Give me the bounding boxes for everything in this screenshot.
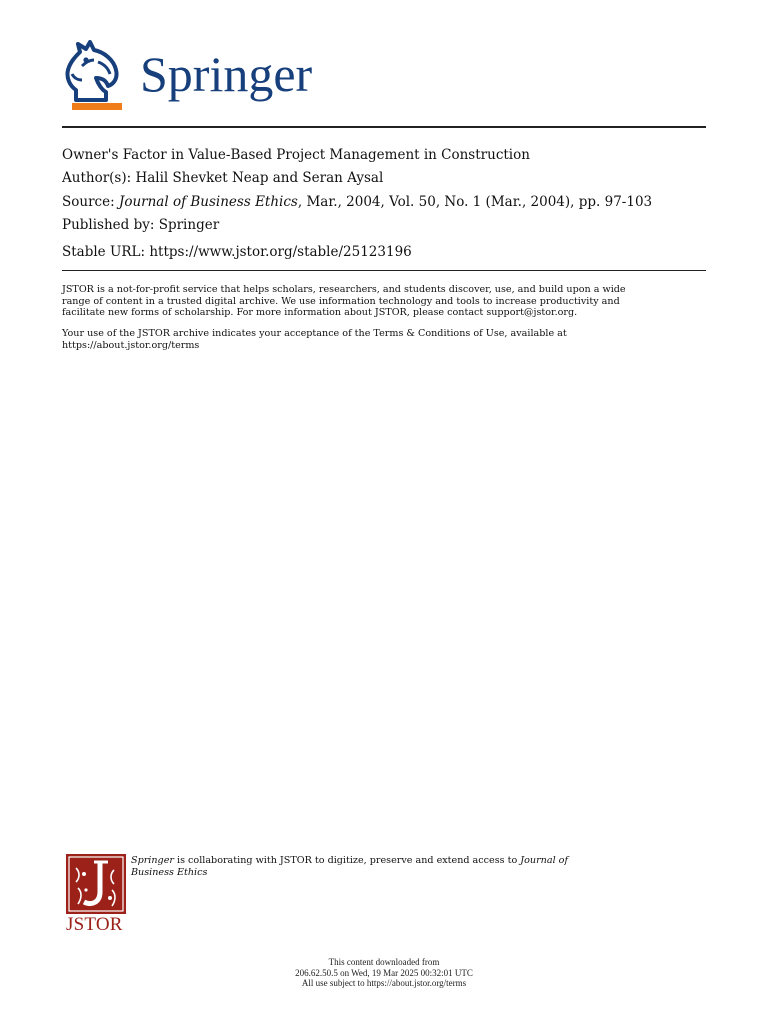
footer-line: This content downloaded from [328,957,440,967]
article-metadata [62,144,706,264]
springer-wordmark: Springer [140,46,313,102]
published-value: Springer [158,216,220,233]
metadata-divider [62,270,706,271]
authors-label: Author(s): [62,170,132,187]
stable-url-line [62,241,706,264]
download-footer [0,957,768,989]
logo-accent-bar [72,103,122,110]
terms-link[interactable]: https://about.jstor.org/terms [62,339,200,351]
published-line [62,214,706,237]
notice-line: Your use of the JSTOR archive indicates your acceptance of the Terms & Conditions of Use, available at [62,328,567,339]
authors-line [62,167,706,190]
footer-line: All use subject to https://about.jstor.org/terms [301,978,467,988]
source-label: Source: [62,193,115,210]
jstor-emblem-icon [66,854,126,914]
notice-line: JSTOR is a not-for-profit service that helps scholars, researchers, and students discover, use, and build upon a wide [62,284,626,295]
springer-logo [62,40,362,120]
source-details: , Mar., 2004, Vol. 50, No. 1 (Mar., 2004), pp. 97-103 [297,193,653,210]
article-title: Owner's Factor in Value-Based Project Management in Construction [62,147,530,163]
jstor-terms-paragraph [62,328,708,351]
collaboration-statement [131,855,568,878]
notice-line: facilitate new forms of scholarship. For more information about JSTOR, please contact support@jstor.org. [62,307,578,318]
source-journal: Journal of Business Ethics [118,193,298,210]
stable-url-label: Stable URL: [62,244,146,261]
authors-value: Halil Shevket Neap and Seran Aysal [135,170,384,187]
chess-knight-icon [62,40,124,102]
collab-publisher: Springer [131,855,174,866]
collab-text: is collaborating with JSTOR to digitize, preserve and extend access to [173,855,521,866]
stable-url-link[interactable]: https://www.jstor.org/stable/25123196 [149,244,412,261]
header-divider [62,126,706,128]
footer-line: 206.62.50.5 on Wed, 19 Mar 2025 00:32:01 UTC [295,967,473,978]
collab-journal-line1: Journal of [520,855,569,866]
published-label: Published by: [62,216,155,233]
jstor-wordmark: JSTOR [66,914,123,935]
jstor-about-paragraph [62,284,708,319]
collab-journal-line2: Business Ethics [131,866,208,878]
notice-line: range of content in a trusted digital archive. We use information technology and tools to increase productivity and [62,295,620,307]
jstor-logo [66,854,128,936]
source-line [62,191,706,214]
